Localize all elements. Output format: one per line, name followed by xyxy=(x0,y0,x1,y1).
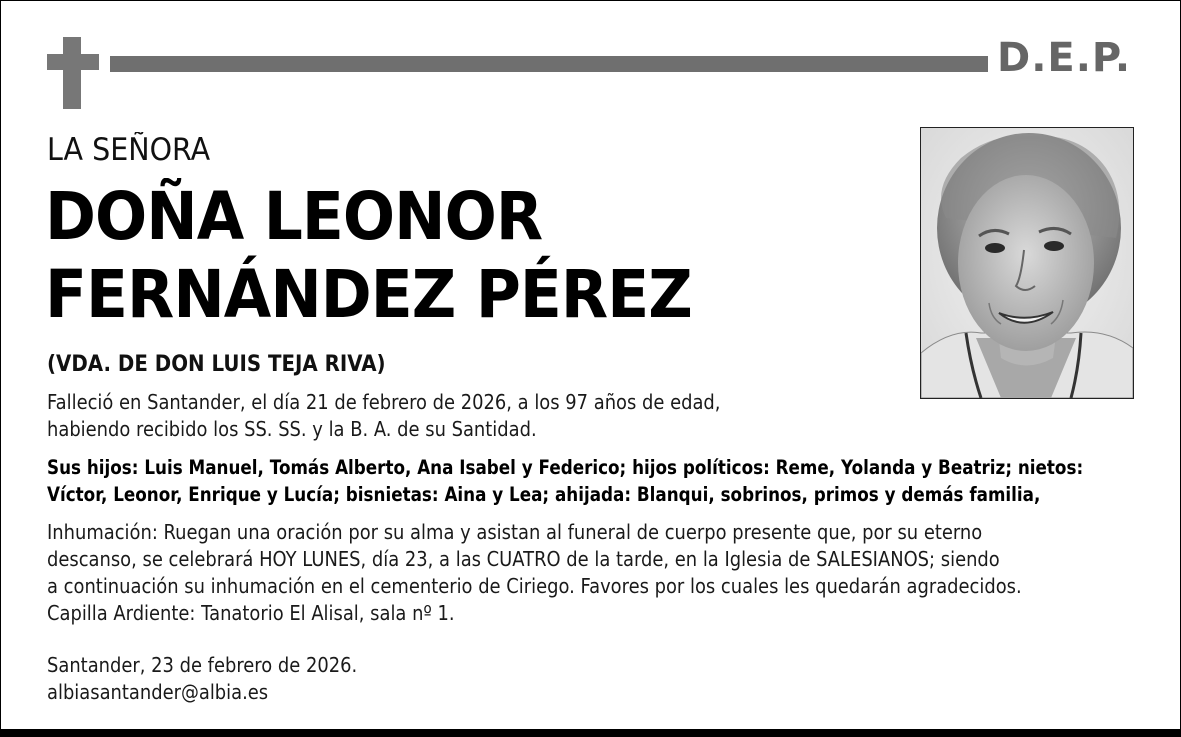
burial-line: Inhumación: Ruegan una oración por su alma y asistan al funeral de cuerpo presente que, por su eterno xyxy=(47,520,983,544)
deceased-name-line1: DOÑA LEONOR xyxy=(45,178,543,255)
widow-of: (VDA. DE DON LUIS TEJA RIVA) xyxy=(47,352,386,377)
footer xyxy=(47,652,357,706)
header-rule xyxy=(110,56,988,72)
burial-line: a continuación su inhumación en el cementerio de Ciriego. Favores por los cuales les quedarán agradecidos. xyxy=(47,574,1022,598)
portrait-image xyxy=(921,128,1133,398)
contact-email: albiasantander@albia.es xyxy=(47,680,269,704)
family-line: Sus hijos: Luis Manuel, Tomás Alberto, Ana Isabel y Federico; hijos políticos: Reme, Yolanda y Beatriz; nietos: xyxy=(47,456,1084,479)
burial-line: descanso, se celebrará HOY LUNES, día 23, a las CUATRO de la tarde, en la Iglesia de SALESIANOS; siendo xyxy=(47,547,1000,571)
dep-heading: D.E.P. xyxy=(997,35,1132,81)
death-paragraph xyxy=(47,389,720,443)
place-date: Santander, 23 de febrero de 2026. xyxy=(47,653,358,677)
burial-paragraph xyxy=(47,519,1022,627)
death-line: Falleció en Santander, el día 21 de febrero de 2026, a los 97 años de edad, xyxy=(47,390,721,414)
cross-icon xyxy=(47,37,99,109)
family-paragraph xyxy=(47,454,1083,508)
title-prefix: LA SEÑORA xyxy=(47,132,211,168)
burial-line: Capilla Ardiente: Tanatorio El Alisal, sala nº 1. xyxy=(47,601,455,625)
deceased-name-line2: FERNÁNDEZ PÉREZ xyxy=(45,256,692,333)
deceased-name xyxy=(45,178,692,334)
portrait-photo xyxy=(920,127,1134,399)
family-line: Víctor, Leonor, Enrique y Lucía; bisnietas: Aina y Lea; ahijada: Blanqui, sobrinos, primos y demás familia, xyxy=(47,483,1041,506)
death-line: habiendo recibido los SS. SS. y la B. A. de su Santidad. xyxy=(47,417,537,441)
